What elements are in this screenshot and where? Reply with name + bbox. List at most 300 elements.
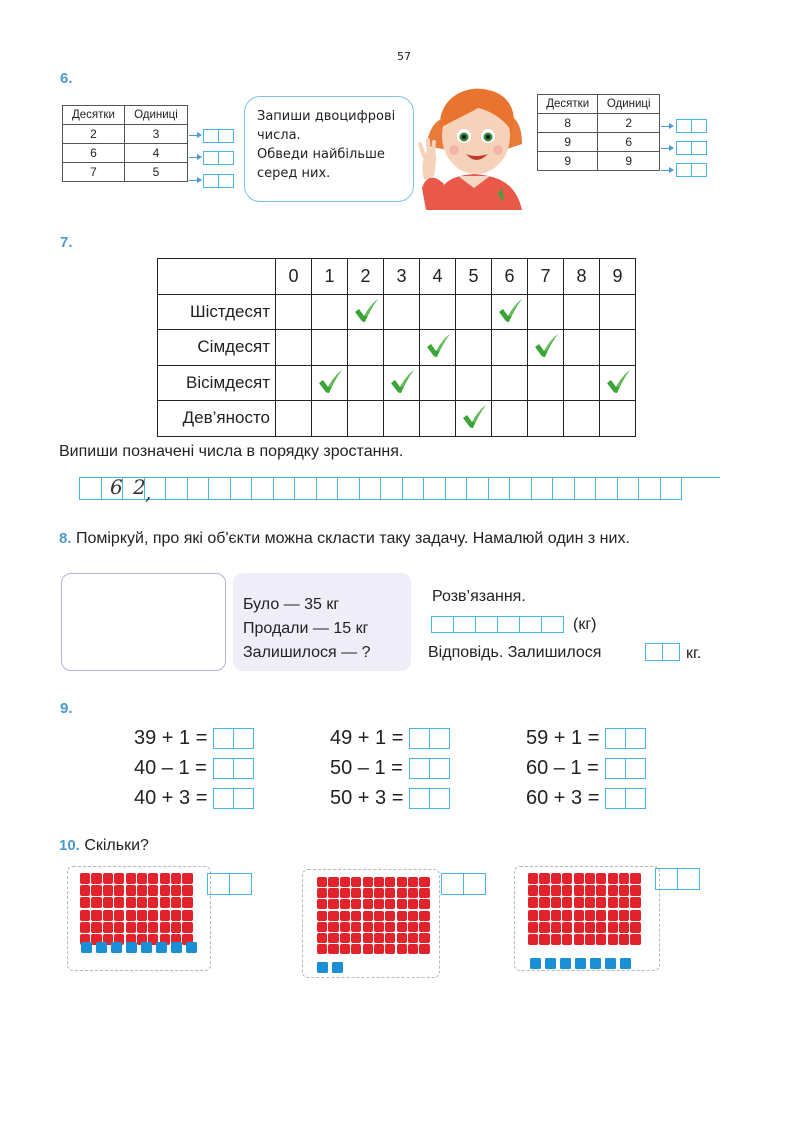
equation: 60 – 1 =	[526, 756, 599, 779]
column-header: 6	[492, 259, 528, 295]
unit-square	[80, 922, 90, 933]
unit-square	[408, 922, 418, 932]
grid-cell	[420, 365, 456, 401]
unit-square	[363, 933, 373, 943]
unit-square	[630, 934, 640, 945]
unit-square	[630, 910, 640, 921]
unit-square	[562, 910, 572, 921]
unit-square	[148, 922, 158, 933]
answer-cell[interactable]	[475, 616, 498, 633]
unit-square	[585, 897, 595, 908]
grid-cell	[564, 330, 600, 366]
unit-square	[630, 873, 640, 884]
unit-square	[619, 934, 629, 945]
row-label: Сімдесят	[158, 330, 276, 366]
cell-ones: 6	[598, 133, 660, 152]
answer-cell[interactable]	[445, 477, 468, 500]
handwritten-digit: 2	[133, 475, 146, 499]
column-header: 3	[384, 259, 420, 295]
answer-cell[interactable]	[574, 477, 597, 500]
grid-cell	[312, 401, 348, 437]
cell-ones: 3	[124, 125, 187, 144]
grid-cell	[384, 401, 420, 437]
grid-cell	[420, 330, 456, 366]
answer-boxes[interactable]	[409, 728, 450, 749]
unit-square	[585, 910, 595, 921]
grid-cell	[456, 365, 492, 401]
answer-cell[interactable]	[230, 477, 253, 500]
unit-square	[126, 922, 136, 933]
drawing-area[interactable]	[61, 573, 226, 671]
one-block	[332, 962, 343, 973]
unit-square	[160, 922, 170, 933]
row-label: Вісімдесят	[158, 365, 276, 401]
unit-square	[408, 899, 418, 909]
unit-square	[114, 873, 124, 884]
grid-cell	[276, 294, 312, 330]
answer-cell[interactable]	[552, 477, 575, 500]
tens-blocks	[317, 877, 430, 954]
checkmark-icon	[532, 332, 560, 365]
unit-square	[539, 910, 549, 921]
grid-cell	[420, 294, 456, 330]
unit-square	[171, 873, 181, 884]
unit-square	[363, 899, 373, 909]
unit-square	[137, 885, 147, 896]
grid-cell	[384, 330, 420, 366]
grid-cell	[312, 330, 348, 366]
unit-square	[103, 885, 113, 896]
column-header: 1	[312, 259, 348, 295]
unit-square	[328, 877, 338, 887]
column-header: 2	[348, 259, 384, 295]
unit-square	[171, 922, 181, 933]
unit-square	[419, 877, 429, 887]
cell-tens: 6	[63, 144, 125, 163]
task-7-table	[157, 258, 636, 437]
answer-boxes[interactable]	[676, 163, 707, 177]
unit-square	[551, 910, 561, 921]
cell-tens: 2	[63, 125, 125, 144]
unit-square	[317, 922, 327, 932]
unit-square	[385, 911, 395, 921]
unit-square	[551, 873, 561, 884]
task-6-right-table	[537, 94, 660, 171]
header-ones: Одиниці	[598, 95, 660, 114]
answer-boxes[interactable]	[213, 788, 254, 809]
unit-square	[528, 873, 538, 884]
unit-square	[374, 933, 384, 943]
row-label: Шістдесят	[158, 294, 276, 330]
answer-cell[interactable]	[208, 477, 231, 500]
equations-column-3	[526, 723, 646, 813]
unit-square	[182, 885, 192, 896]
answer-cell[interactable]	[488, 477, 511, 500]
unit-square	[419, 899, 429, 909]
unit-square	[608, 910, 618, 921]
unit-square	[363, 922, 373, 932]
one-block	[156, 942, 167, 953]
unit-square	[397, 888, 407, 898]
unit-square	[619, 873, 629, 884]
unit-square	[374, 888, 384, 898]
unit-square	[408, 944, 418, 954]
one-block	[590, 958, 601, 969]
unit-square	[328, 933, 338, 943]
unit-square	[551, 897, 561, 908]
unit-square	[528, 897, 538, 908]
grid-cell	[492, 401, 528, 437]
equations-column-2	[330, 723, 450, 813]
handwritten-comma: ,	[145, 480, 152, 504]
equations-column-1	[134, 723, 254, 813]
unit-square	[596, 934, 606, 945]
answer-boxes[interactable]	[605, 788, 646, 809]
unit-square	[551, 934, 561, 945]
unit-square	[171, 910, 181, 921]
equation: 59 + 1 =	[526, 726, 600, 749]
unit-square	[91, 873, 101, 884]
equation: 39 + 1 =	[134, 726, 208, 749]
equation: 60 + 3 =	[526, 786, 600, 809]
answer-cell[interactable]	[294, 477, 317, 500]
answer-boxes[interactable]	[441, 873, 486, 895]
answer-cell[interactable]	[497, 616, 520, 633]
bubble-line: Обведи найбільше	[257, 147, 385, 162]
one-block	[111, 942, 122, 953]
unit-square	[374, 911, 384, 921]
unit-square	[528, 885, 538, 896]
answer-boxes[interactable]	[409, 758, 450, 779]
grid-cell	[600, 401, 636, 437]
answer-cell[interactable]	[273, 477, 296, 500]
unit-square	[80, 897, 90, 908]
answer-boxes[interactable]	[203, 129, 234, 143]
unit-square	[385, 899, 395, 909]
unit-square	[137, 910, 147, 921]
unit-square	[363, 888, 373, 898]
grid-cell	[348, 330, 384, 366]
answer-boxes[interactable]	[676, 119, 707, 133]
page-number: 57	[397, 50, 411, 63]
unit-square	[408, 933, 418, 943]
answer-boxes[interactable]	[203, 174, 234, 188]
unit-square	[148, 885, 158, 896]
condition-line: Було — 35 кг	[243, 596, 340, 613]
task-7-number: 7.	[60, 234, 73, 251]
unit-square	[351, 888, 361, 898]
checkmark-icon	[388, 368, 416, 401]
arrow-right-icon	[189, 180, 201, 181]
unit-square	[630, 897, 640, 908]
grid-cell	[384, 365, 420, 401]
handwritten-digit: 6	[110, 475, 123, 499]
grid-cell	[492, 365, 528, 401]
unit-square	[408, 877, 418, 887]
unit-square	[574, 885, 584, 896]
one-block	[81, 942, 92, 953]
unit-square	[419, 922, 429, 932]
unit-square	[585, 885, 595, 896]
unit-square	[562, 922, 572, 933]
answer-boxes[interactable]	[213, 728, 254, 749]
answer-unit: кг.	[686, 645, 702, 662]
unit-square	[328, 888, 338, 898]
answer-cell[interactable]	[380, 477, 403, 500]
unit-square	[328, 922, 338, 932]
unit-square	[596, 873, 606, 884]
unit-square	[574, 922, 584, 933]
answer-cell[interactable]	[595, 477, 618, 500]
unit-square	[103, 910, 113, 921]
task-10-number: 10.	[59, 837, 80, 854]
ones-blocks	[530, 958, 631, 969]
one-block	[317, 962, 328, 973]
answer-cell[interactable]	[466, 477, 489, 500]
column-header: 8	[564, 259, 600, 295]
answer-boxes[interactable]	[203, 151, 234, 165]
grid-cell	[348, 294, 384, 330]
unit-square	[385, 944, 395, 954]
grid-cell	[492, 330, 528, 366]
checkmark-icon	[316, 368, 344, 401]
unit-square	[596, 910, 606, 921]
answer-cell[interactable]	[541, 616, 564, 633]
answer-boxes[interactable]	[676, 141, 707, 155]
unit-square	[374, 922, 384, 932]
task-7-instruction: Випиши позначені числа в порядку зростання.	[59, 443, 404, 460]
one-block	[620, 958, 631, 969]
cell-ones: 4	[124, 144, 187, 163]
strip-top-line	[80, 477, 720, 478]
unit-square	[126, 910, 136, 921]
grid-cell	[312, 365, 348, 401]
unit-square	[340, 922, 350, 932]
unit-square	[397, 922, 407, 932]
answer-cell[interactable]	[660, 477, 683, 500]
cell-tens: 9	[538, 152, 598, 171]
one-block	[530, 958, 541, 969]
header-ones: Одиниці	[124, 106, 187, 125]
condition-line: Продали — 15 кг	[243, 620, 369, 637]
unit-square	[539, 885, 549, 896]
task-6-number: 6.	[60, 70, 73, 87]
task-10-text: Скільки?	[84, 837, 149, 854]
unit-square	[619, 897, 629, 908]
unit-square	[317, 944, 327, 954]
unit-square	[114, 885, 124, 896]
unit-square	[630, 922, 640, 933]
unit-square	[114, 897, 124, 908]
equation: 49 + 1 =	[330, 726, 404, 749]
arrow-right-icon	[661, 126, 673, 127]
header-tens: Десятки	[63, 106, 125, 125]
unit-square	[619, 885, 629, 896]
unit-square	[608, 873, 618, 884]
unit-square	[182, 910, 192, 921]
column-header: 9	[600, 259, 636, 295]
answer-label: Відповідь. Залишилося	[428, 644, 602, 661]
task-8-number: 8.	[59, 530, 72, 547]
unit-square	[80, 873, 90, 884]
one-block	[186, 942, 197, 953]
answer-cell[interactable]	[187, 477, 210, 500]
task-9-number: 9.	[60, 700, 73, 717]
unit-square	[317, 877, 327, 887]
unit-square	[114, 910, 124, 921]
unit-square	[103, 873, 113, 884]
unit-square	[608, 885, 618, 896]
cell-tens: 8	[538, 114, 598, 133]
unit-square	[385, 922, 395, 932]
answer-boxes[interactable]	[605, 728, 646, 749]
grid-cell	[456, 401, 492, 437]
unit-square	[103, 897, 113, 908]
unit-square	[363, 877, 373, 887]
grid-cell	[276, 365, 312, 401]
answer-boxes[interactable]	[655, 868, 700, 890]
tens-blocks	[80, 873, 193, 945]
row-label: Дев’яносто	[158, 401, 276, 437]
unit-square	[363, 944, 373, 954]
unit-square	[103, 922, 113, 933]
grid-cell	[528, 365, 564, 401]
grid-cell	[348, 365, 384, 401]
cell-tens: 7	[63, 163, 125, 182]
answer-boxes[interactable]	[207, 873, 252, 895]
unit-square	[351, 877, 361, 887]
unit-square	[374, 877, 384, 887]
unit-square	[596, 897, 606, 908]
one-block	[171, 942, 182, 953]
answer-cell[interactable]	[531, 477, 554, 500]
unit-square	[419, 888, 429, 898]
unit-square	[562, 873, 572, 884]
unit-square	[171, 885, 181, 896]
unit-square	[340, 899, 350, 909]
checkmark-icon	[460, 403, 488, 436]
unit-square	[137, 922, 147, 933]
tens-blocks	[528, 873, 641, 945]
unit-square	[340, 944, 350, 954]
unit-square	[585, 873, 595, 884]
unit-square	[137, 897, 147, 908]
corner-cell	[158, 259, 276, 295]
answer-boxes[interactable]	[213, 758, 254, 779]
checkmark-icon	[424, 332, 452, 365]
answer-cell[interactable]	[359, 477, 382, 500]
unit-square	[585, 934, 595, 945]
unit-square	[419, 933, 429, 943]
answer-cell[interactable]	[165, 477, 188, 500]
grid-cell	[492, 294, 528, 330]
unit-square	[126, 897, 136, 908]
unit-square	[551, 885, 561, 896]
unit-square	[137, 873, 147, 884]
grid-cell	[420, 401, 456, 437]
unit-square	[397, 877, 407, 887]
grid-cell	[456, 330, 492, 366]
solution-strip[interactable]	[432, 616, 564, 633]
unit-square	[528, 910, 538, 921]
answer-cell[interactable]	[79, 477, 102, 500]
unit-square	[374, 899, 384, 909]
bubble-line: серед них.	[257, 166, 331, 181]
grid-cell	[600, 365, 636, 401]
checkmark-icon	[604, 368, 632, 401]
answer-strip[interactable]	[80, 477, 682, 500]
unit-square	[562, 934, 572, 945]
unit-square	[539, 897, 549, 908]
grid-cell	[276, 401, 312, 437]
arrow-right-icon	[661, 148, 673, 149]
grid-cell	[456, 294, 492, 330]
unit-square	[562, 885, 572, 896]
grid-cell	[276, 330, 312, 366]
cell-ones: 2	[598, 114, 660, 133]
answer-cell[interactable]	[251, 477, 274, 500]
one-block	[141, 942, 152, 953]
unit-square	[608, 922, 618, 933]
answer-cell[interactable]	[431, 616, 454, 633]
answer-boxes[interactable]	[409, 788, 450, 809]
answer-cell[interactable]	[402, 477, 425, 500]
answer-boxes[interactable]	[645, 643, 680, 661]
unit-square	[351, 911, 361, 921]
answer-cell[interactable]	[509, 477, 532, 500]
task-8-text: Поміркуй, про які об'єкти можна скласти таку задачу. Намалюй один з них.	[75, 530, 630, 547]
unit-square	[351, 899, 361, 909]
bubble-line: числа.	[257, 128, 301, 143]
unit-square	[574, 934, 584, 945]
answer-cell[interactable]	[316, 477, 339, 500]
answer-boxes[interactable]	[605, 758, 646, 779]
unit-square	[539, 922, 549, 933]
unit-square	[397, 933, 407, 943]
unit-square	[419, 944, 429, 954]
girl-illustration	[418, 84, 530, 210]
unit-square	[182, 897, 192, 908]
column-header: 7	[528, 259, 564, 295]
arrow-right-icon	[189, 135, 201, 136]
one-block	[126, 942, 137, 953]
answer-cell[interactable]	[638, 477, 661, 500]
unit-square	[574, 910, 584, 921]
ones-blocks	[81, 942, 197, 953]
answer-cell[interactable]	[519, 616, 542, 633]
unit-square	[351, 922, 361, 932]
answer-cell[interactable]	[453, 616, 476, 633]
cell-tens: 9	[538, 133, 598, 152]
equation: 50 + 3 =	[330, 786, 404, 809]
equation: 50 – 1 =	[330, 756, 403, 779]
answer-cell[interactable]	[423, 477, 446, 500]
cell-ones: 9	[598, 152, 660, 171]
answer-cell[interactable]	[617, 477, 640, 500]
answer-cell[interactable]	[337, 477, 360, 500]
unit-square	[160, 910, 170, 921]
unit-square	[114, 922, 124, 933]
unit-square	[148, 897, 158, 908]
unit-square	[528, 934, 538, 945]
unit-square	[182, 873, 192, 884]
task-8-heading	[59, 530, 630, 548]
unit-square	[619, 922, 629, 933]
grid-cell	[528, 294, 564, 330]
unit-square	[374, 944, 384, 954]
grid-cell	[564, 365, 600, 401]
grid-cell	[564, 401, 600, 437]
